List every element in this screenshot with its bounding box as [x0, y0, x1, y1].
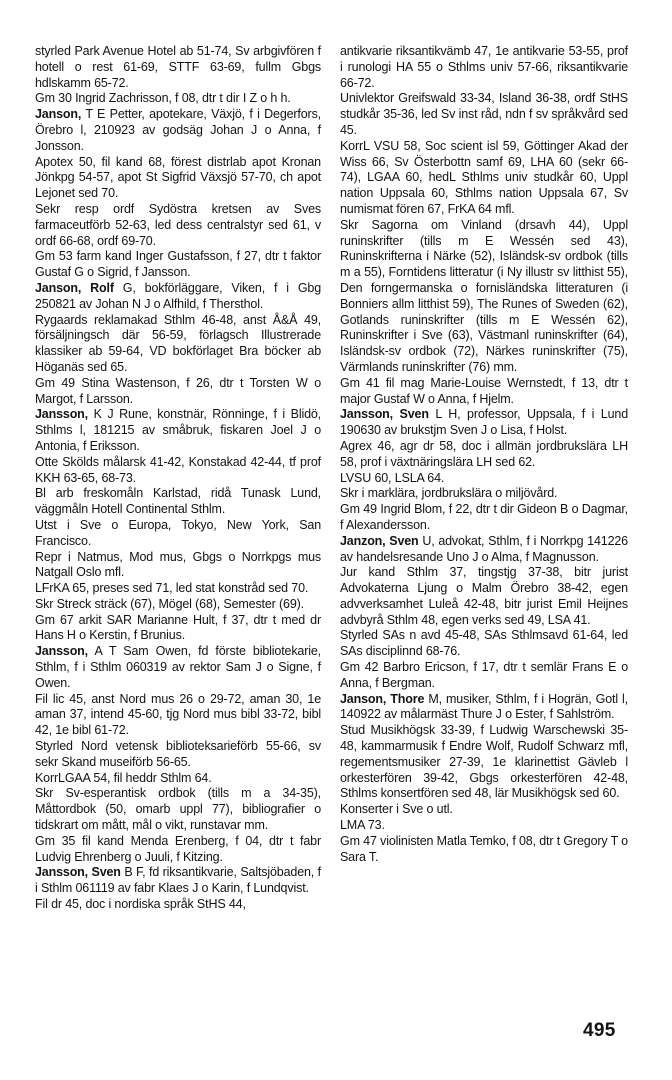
biography-paragraph [35, 376, 321, 408]
biography-paragraph [35, 897, 321, 913]
entry-text: Gm 41 fil mag Marie-Louise Wernstedt, f 13, dtr t major Gustaf W o Anna, f Hjelm. [340, 375, 628, 406]
entry-text: Fil dr 45, doc i nordiska språk StHS 44, [35, 897, 246, 912]
entry-text: KorrL VSU 58, Soc scient isl 59, Göttinger Akad der Wiss 66, Sv Österbottn samf 69, LHA 60 (sekr 66-74), LGAA 60, hedL Sthlms univ studkår 60, Uppl nation Uppsala 60, Sthlms nation Uppsala 67, Sv numismat fören 67, FrKA 64 mfl. [340, 138, 628, 216]
entry-text: Skr Sv-esperantisk ordbok (tills m a 34-35), Måttordbok (50, omarb uppl 77), bibliografier o tidskrart om mått, mål o vikt, runstavar mm. [35, 786, 321, 833]
entry-text: Skr Streck sträck (67), Mögel (68), Semester (69). [35, 596, 304, 611]
biography-entry [35, 644, 321, 691]
entry-text: KorrLGAA 54, fil heddr Sthlm 64. [35, 770, 212, 785]
entry-text: G, bokförläggare, Viken, f i Gbg 250821 av Johan N J o Alfhild, f Thersthol. [35, 280, 321, 311]
entry-text: Skr Sagorna om Vinland (drsavh 44), Uppl runinskrifter (tills m E Wessén sed 43), Runinskrifterna i Närke (52), Isländsk-sv ordbok (tills m a 55), Forntidens litteratur (i Ny illustr sv litthist 55), Den forngermanska o fornisländska litteraturen (i Bonniers allm litthist 59), The Runes of Sweden (62), Gotlands runinskrifter (tills m E Wessén 62), Runinskrifter i Sve (63), Västmanl runinskrifter (64), Isländsk-sv ordbok (72), Närkes runinskrifter (75), Värmlands runinskrifter (76) mm. [340, 217, 628, 374]
entry-text: LMA 73. [340, 818, 385, 833]
entry-text: Styrled Nord vetensk biblioteksarieförb 55-66, sv sekr Skand museiförb 56-65. [35, 739, 321, 769]
biography-paragraph [35, 518, 321, 550]
biography-paragraph [35, 834, 321, 866]
entry-text: Gm 49 Stina Wastenson, f 26, dtr t Torsten W o Margot, f Larsson. [35, 375, 321, 406]
biography-paragraph [340, 834, 628, 866]
biography-paragraph [35, 155, 321, 202]
entry-surname: Jansson, Sven [340, 407, 429, 422]
biography-paragraph [340, 565, 628, 628]
biography-entry [35, 407, 321, 454]
biography-paragraph [340, 91, 628, 138]
entry-surname: Janson, Thore [340, 691, 425, 706]
biography-paragraph [35, 486, 321, 518]
biography-paragraph [35, 455, 321, 487]
biography-paragraph [340, 818, 628, 834]
biography-entry [340, 534, 628, 566]
entry-text: Agrex 46, agr dr 58, doc i allmän jordbrukslära LH 58, prof i växtnäringslära LH sed 62. [340, 438, 628, 469]
biography-entry [35, 281, 321, 313]
biography-paragraph [35, 597, 321, 613]
entry-text: Konserter i Sve o utl. [340, 802, 453, 817]
biography-paragraph [35, 249, 321, 281]
biography-paragraph [340, 502, 628, 534]
biography-paragraph [340, 44, 628, 91]
biography-paragraph [340, 802, 628, 818]
entry-text: Apotex 50, fil kand 68, förest distrlab apot Kronan Jönkpg 54-57, apot St Sigfrid Växsjö 57-70, ch apot Lejonet sed 70. [35, 154, 321, 201]
biography-paragraph [35, 786, 321, 833]
biography-paragraph [35, 613, 321, 645]
entry-text: U, advokat, Sthlm, f i Norrkpg 141226 av handelsresande Uno J o Alma, f Magnusson. [340, 533, 628, 564]
entry-text: Gm 67 arkit SAR Marianne Hult, f 37, dtr t med dr Hans H o Kerstin, f Brunius. [35, 612, 321, 643]
page-number: 495 [583, 1020, 616, 1041]
biography-paragraph [340, 723, 628, 802]
left-column [35, 44, 321, 913]
biography-paragraph [35, 202, 321, 249]
entry-text: LFrKA 65, preses sed 71, led stat konstråd sed 70. [35, 581, 309, 596]
entry-text: Rygaards reklamakad Sthlm 46-48, anst Å&Å 49, försäljningsch där 56-59, förlagsch Illustrerade klassiker ab 59-64, VD bokförlaget Bra böcker ab Höganäs sed 65. [35, 312, 321, 374]
entry-text: Utst i Sve o Europa, Tokyo, New York, San Francisco. [35, 517, 321, 548]
entry-text: K J Rune, konstnär, Rönninge, f i Blidö, Sthlms l, 181215 av småbruk, fiskaren Joel J o Antonia, f Eriksson. [35, 407, 321, 453]
entry-text: styrled Park Avenue Hotel ab 51-74, Sv arbgivfören f hotell o rest 61-69, STTF 63-69, fullm Gbgs hdlskamm 65-72. [35, 44, 321, 90]
biography-paragraph [340, 218, 628, 376]
biography-entry [35, 865, 321, 897]
entry-text: Gm 47 violinisten Matla Temko, f 08, dtr t Gregory T o Sara T. [340, 833, 628, 864]
entry-text: Gm 35 fil kand Menda Erenberg, f 04, dtr t fabr Ludvig Ehrenberg o Juuli, f Kitzing. [35, 833, 321, 864]
biography-paragraph [340, 376, 628, 408]
entry-surname: Janson, Rolf [35, 280, 114, 295]
entry-text: Gm 42 Barbro Ericson, f 17, dtr t semlär Frans E o Anna, f Bergman. [340, 660, 628, 690]
biography-entry [340, 407, 628, 439]
biography-paragraph [35, 771, 321, 787]
right-column [340, 44, 628, 865]
biography-entry [340, 692, 628, 724]
entry-text: M, musiker, Sthlm, f i Hogrän, Gotl l, 140922 av målarmäst Thure J o Ester, f Sahlström. [340, 691, 628, 722]
entry-text: Stud Musikhögsk 33-39, f Ludwig Warschewski 35-48, kammarmusik f Endre Wolf, Rudolf Schwarz mfl, regementsmusiker 27-39, 1e klarinettist Gävleb l orkesterfören 39-42, Gbgs orkesterfören 42-48, Sthlms konsertfören sed 48, lär Musikhögsk sed 60. [340, 723, 628, 801]
entry-text: A T Sam Owen, fd förste bibliotekarie, Sthlm, f i Sthlm 060319 av rektor Sam J o Signe, f Owen. [35, 644, 321, 690]
biography-paragraph [35, 692, 321, 739]
entry-text: Bl arb freskomåln Karlstad, ridå Tunask Lund, väggmåln Hotell Continental Sthlm. [35, 486, 321, 517]
entry-surname: Janzon, Sven [340, 533, 419, 548]
biography-paragraph [340, 486, 628, 502]
entry-text: antikvarie riksantikvämb 47, 1e antikvarie 53-55, prof i runologi HA 55 o Sthlms univ 57-66, riksantikvarie 66-72. [340, 44, 628, 90]
entry-text: LVSU 60, LSLA 64. [340, 470, 445, 485]
entry-text: Fil lic 45, anst Nord mus 26 o 29-72, aman 30, 1e aman 37, intend 45-60, tjg Nord mus bibl 33-72, bibl 42, 1e bibl 61-72. [35, 691, 321, 738]
entry-text: T E Petter, apotekare, Växjö, f i Degerfors, Örebro l, 210923 av godsäg Johan J o Anna, f Jonsson. [35, 107, 321, 153]
biography-paragraph [35, 44, 321, 91]
entry-text: Gm 30 Ingrid Zachrisson, f 08, dtr t dir I Z o h h. [35, 91, 291, 106]
entry-text: Gm 49 Ingrid Blom, f 22, dtr t dir Gideon B o Dagmar, f Alexandersson. [340, 502, 628, 532]
entry-text: Repr i Natmus, Mod mus, Gbgs o Norrkpgs mus Natgall Oslo mfl. [35, 549, 321, 580]
biography-paragraph [340, 139, 628, 218]
biography-paragraph [35, 550, 321, 582]
entry-text: Skr i marklära, jordbrukslära o miljövård. [340, 486, 558, 501]
entry-text: Sekr resp ordf Sydöstra kretsen av Sves farmaceutförb 52-63, led dess centralstyr sed 61, v ordf 66-68, ordf 69-70. [35, 201, 321, 248]
entry-surname: Jansson, [35, 407, 88, 422]
biography-paragraph [340, 439, 628, 471]
entry-surname: Janson, [35, 107, 82, 122]
entry-text: Gm 53 farm kand Inger Gustafsson, f 27, dtr t faktor Gustaf G o Sigrid, f Jansson. [35, 249, 321, 280]
entry-surname: Jansson, [35, 644, 88, 659]
biography-paragraph [35, 739, 321, 771]
entry-text: Univlektor Greifswald 33-34, Island 36-38, ordf StHS studkår 35-36, led Sv inst råd, ndn f sv språkvård sed 45. [340, 91, 628, 137]
biography-paragraph [340, 471, 628, 487]
entry-text: Jur kand Sthlm 37, tingstjg 37-38, bitr jurist Advokaterna Ljung o Malm Örebro 38-42, egen advverksamhet Luleå 42-48, bitr jurist Emil Heijnes advbyrå Sthlm 48, egen verks sed 49, LSA 41. [340, 565, 628, 627]
entry-text: Otte Skölds målarsk 41-42, Konstakad 42-44, tf prof KKH 63-65, 68-73. [35, 454, 321, 485]
biography-paragraph [340, 628, 628, 660]
entry-text: Styrled SAs n avd 45-48, SAs Sthlmsavd 61-64, led SAs disciplinnd 68-76. [340, 628, 628, 659]
biography-paragraph [35, 91, 321, 107]
entry-text: L H, professor, Uppsala, f i Lund 190630 av brukstjm Sven J o Lisa, f Holst. [340, 407, 628, 438]
biography-paragraph [35, 581, 321, 597]
biography-paragraph [340, 660, 628, 692]
biography-paragraph [35, 313, 321, 376]
entry-text: B F, fd riksantikvarie, Saltsjöbaden, f i Sthlm 061119 av fabr Klaes J o Karin, f Lundqvist. [35, 865, 321, 896]
biography-entry [35, 107, 321, 154]
entry-surname: Jansson, Sven [35, 865, 121, 880]
